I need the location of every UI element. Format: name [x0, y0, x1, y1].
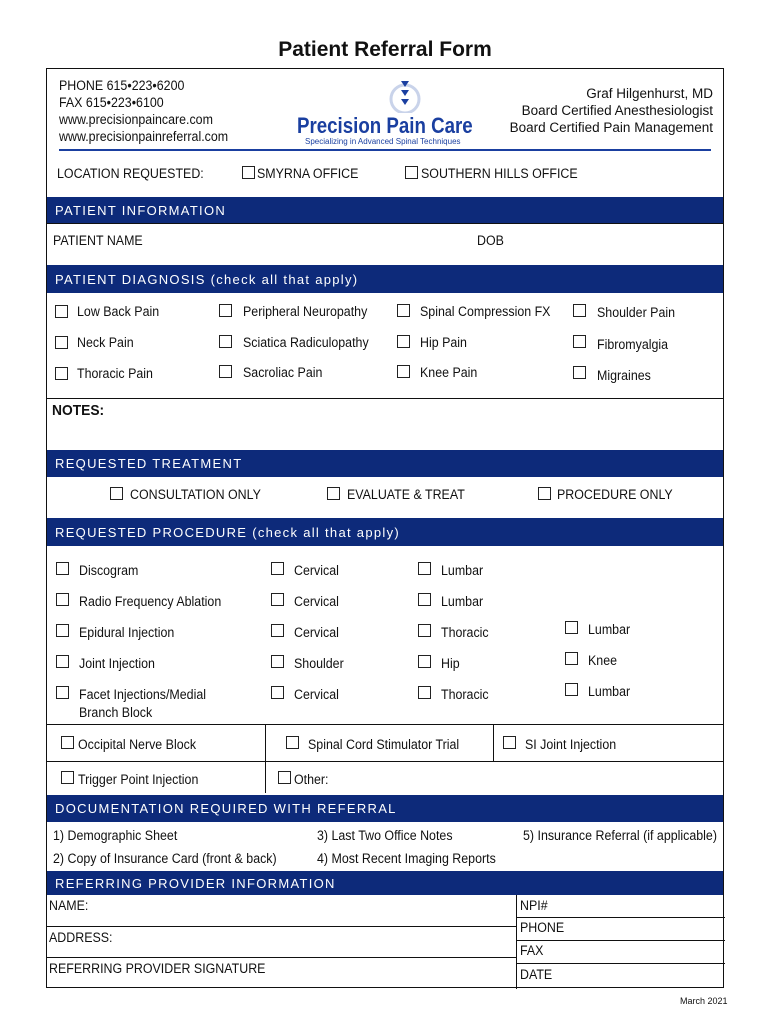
diag-label: Fibromyalgia — [597, 337, 669, 352]
diag-checkbox[interactable] — [55, 367, 68, 380]
diag-checkbox[interactable] — [219, 365, 232, 378]
diag-checkbox[interactable] — [219, 335, 232, 348]
provider-name-label: NAME: — [49, 898, 89, 913]
procedure-label: Cervical — [294, 594, 339, 609]
provider-fax-label: FAX — [520, 943, 544, 958]
evaluate-treat-label: EVALUATE & TREAT — [347, 487, 465, 502]
procedure-label: Spinal Cord Stimulator Trial — [308, 737, 460, 752]
divider — [47, 957, 516, 958]
divider — [516, 940, 725, 941]
divider — [516, 963, 725, 964]
diag-checkbox[interactable] — [573, 304, 586, 317]
procedure-label: Cervical — [294, 687, 339, 702]
procedure-checkbox[interactable] — [503, 736, 516, 749]
smyrna-checkbox[interactable] — [242, 166, 255, 179]
procedure-checkbox[interactable] — [565, 621, 578, 634]
consultation-checkbox[interactable] — [110, 487, 123, 500]
provider-address-label: ADDRESS: — [49, 930, 113, 945]
procedure-label: Shoulder — [294, 656, 344, 671]
provider-heading: REFERRING PROVIDER INFORMATION — [47, 871, 723, 895]
procedure-only-label: PROCEDURE ONLY — [557, 487, 673, 502]
diag-checkbox[interactable] — [573, 335, 586, 348]
procedure-checkbox[interactable] — [271, 562, 284, 575]
consultation-label: CONSULTATION ONLY — [130, 487, 261, 502]
procedure-checkbox[interactable] — [286, 736, 299, 749]
procedure-checkbox[interactable] — [56, 686, 69, 699]
procedure-label: Thoracic — [441, 687, 489, 702]
documentation-heading: DOCUMENTATION REQUIRED WITH REFERRAL — [47, 795, 723, 822]
diag-label: Sciatica Radiculopathy — [243, 335, 369, 350]
doctor-name: Graf Hilgenhurst, MD — [586, 86, 713, 101]
diag-label: Sacroliac Pain — [243, 365, 323, 380]
doc-item: 1) Demographic Sheet — [53, 828, 178, 843]
diag-label: Migraines — [597, 368, 651, 383]
procedure-only-checkbox[interactable] — [538, 487, 551, 500]
diag-label: Neck Pain — [77, 335, 134, 350]
procedure-checkbox[interactable] — [418, 655, 431, 668]
divider — [493, 724, 494, 761]
procedure-label: Lumbar — [588, 622, 631, 637]
logo-mark-icon — [385, 77, 425, 113]
procedure-checkbox[interactable] — [418, 562, 431, 575]
diag-checkbox[interactable] — [219, 304, 232, 317]
procedure-label: Lumbar — [441, 594, 484, 609]
doctor-credential-2: Board Certified Pain Management — [509, 120, 713, 135]
procedure-label: Thoracic — [441, 625, 489, 640]
date-label: DATE — [520, 967, 553, 982]
npi-label: NPI# — [520, 898, 548, 913]
procedure-label: Discogram — [79, 563, 139, 578]
procedure-label: Epidural Injection — [79, 625, 175, 640]
diagnosis-heading: PATIENT DIAGNOSIS (check all that apply) — [47, 265, 723, 293]
doc-item: 4) Most Recent Imaging Reports — [317, 851, 496, 866]
procedure-checkbox[interactable] — [418, 593, 431, 606]
logo — [297, 75, 477, 145]
page-title: Patient Referral Form — [278, 38, 492, 61]
phone-text: PHONE 615•223•6200 — [59, 78, 185, 93]
diag-checkbox[interactable] — [55, 305, 68, 318]
diag-checkbox[interactable] — [397, 335, 410, 348]
dob-label: DOB — [477, 233, 504, 248]
divider — [47, 926, 516, 927]
procedure-label-cont: Branch Block — [79, 705, 153, 720]
diag-label: Peripheral Neuropathy — [243, 304, 368, 319]
procedure-checkbox[interactable] — [271, 655, 284, 668]
diag-checkbox[interactable] — [397, 304, 410, 317]
procedure-label: Radio Frequency Ablation — [79, 594, 222, 609]
procedure-checkbox[interactable] — [565, 683, 578, 696]
footer-date: March 2021 — [680, 996, 728, 1006]
procedure-checkbox[interactable] — [56, 593, 69, 606]
procedure-label: Trigger Point Injection — [78, 772, 199, 787]
procedure-label: Knee — [588, 653, 618, 668]
provider-signature-label: REFERRING PROVIDER SIGNATURE — [49, 961, 266, 976]
logo-text: Precision Pain Care — [297, 113, 473, 138]
notes-label: NOTES: — [52, 402, 105, 419]
procedure-label: Facet Injections/Medial — [79, 687, 207, 702]
procedure-label: Occipital Nerve Block — [78, 737, 197, 752]
logo-tagline: Specializing in Advanced Spinal Techniques — [305, 137, 461, 146]
divider — [516, 895, 517, 989]
provider-phone-label: PHONE — [520, 920, 565, 935]
patient-info-heading: PATIENT INFORMATION — [47, 197, 723, 224]
divider — [47, 398, 723, 399]
diag-checkbox[interactable] — [55, 336, 68, 349]
procedure-label: SI Joint Injection — [525, 737, 617, 752]
procedure-checkbox[interactable] — [418, 624, 431, 637]
divider — [47, 724, 723, 725]
procedure-checkbox[interactable] — [271, 686, 284, 699]
referral-form — [46, 68, 724, 988]
diag-label: Low Back Pain — [77, 304, 160, 319]
procedure-checkbox[interactable] — [56, 624, 69, 637]
procedure-label: Hip — [441, 656, 460, 671]
other-label: Other: — [294, 772, 329, 787]
divider — [46, 223, 724, 224]
doc-item: 2) Copy of Insurance Card (front & back) — [53, 851, 277, 866]
procedure-checkbox[interactable] — [271, 624, 284, 637]
procedure-checkbox[interactable] — [56, 655, 69, 668]
fax-text: FAX 615•223•6100 — [59, 95, 164, 110]
patient-name-label: PATIENT NAME — [53, 233, 143, 248]
location-label: LOCATION REQUESTED: — [57, 166, 204, 181]
smyrna-label: SMYRNA OFFICE — [257, 166, 359, 181]
procedure-label: Joint Injection — [79, 656, 155, 671]
procedure-label: Cervical — [294, 563, 339, 578]
southern-hills-checkbox[interactable] — [405, 166, 418, 179]
website-link[interactable]: www.precisionpaincare.com — [59, 112, 213, 127]
diag-label: Knee Pain — [420, 365, 478, 380]
southern-hills-label: SOUTHERN HILLS OFFICE — [421, 166, 578, 181]
diag-label: Thoracic Pain — [77, 366, 153, 381]
procedure-checkbox[interactable] — [565, 652, 578, 665]
diag-label: Spinal Compression FX — [420, 304, 551, 319]
procedure-label: Lumbar — [588, 684, 631, 699]
procedure-heading: REQUESTED PROCEDURE (check all that apply) — [47, 518, 723, 546]
evaluate-treat-checkbox[interactable] — [327, 487, 340, 500]
diag-checkbox[interactable] — [573, 366, 586, 379]
procedure-checkbox[interactable] — [56, 562, 69, 575]
diag-label: Shoulder Pain — [597, 305, 676, 320]
procedure-checkbox[interactable] — [61, 771, 74, 784]
doc-item: 3) Last Two Office Notes — [317, 828, 453, 843]
procedure-checkbox[interactable] — [418, 686, 431, 699]
doctor-block — [510, 85, 713, 136]
diag-checkbox[interactable] — [397, 365, 410, 378]
doctor-credential-1: Board Certified Anesthesiologist — [521, 103, 713, 118]
diag-label: Hip Pain — [420, 335, 467, 350]
referral-website-link[interactable]: www.precisionpainreferral.com — [59, 129, 229, 144]
procedure-checkbox[interactable] — [271, 593, 284, 606]
procedure-checkbox[interactable] — [61, 736, 74, 749]
header-divider — [59, 149, 711, 151]
procedure-label: Lumbar — [441, 563, 484, 578]
divider — [516, 917, 725, 918]
treatment-heading: REQUESTED TREATMENT — [47, 450, 723, 477]
divider — [265, 724, 266, 793]
doc-item: 5) Insurance Referral (if applicable) — [523, 828, 717, 843]
other-checkbox[interactable] — [278, 771, 291, 784]
divider — [47, 761, 723, 762]
procedure-label: Cervical — [294, 625, 339, 640]
